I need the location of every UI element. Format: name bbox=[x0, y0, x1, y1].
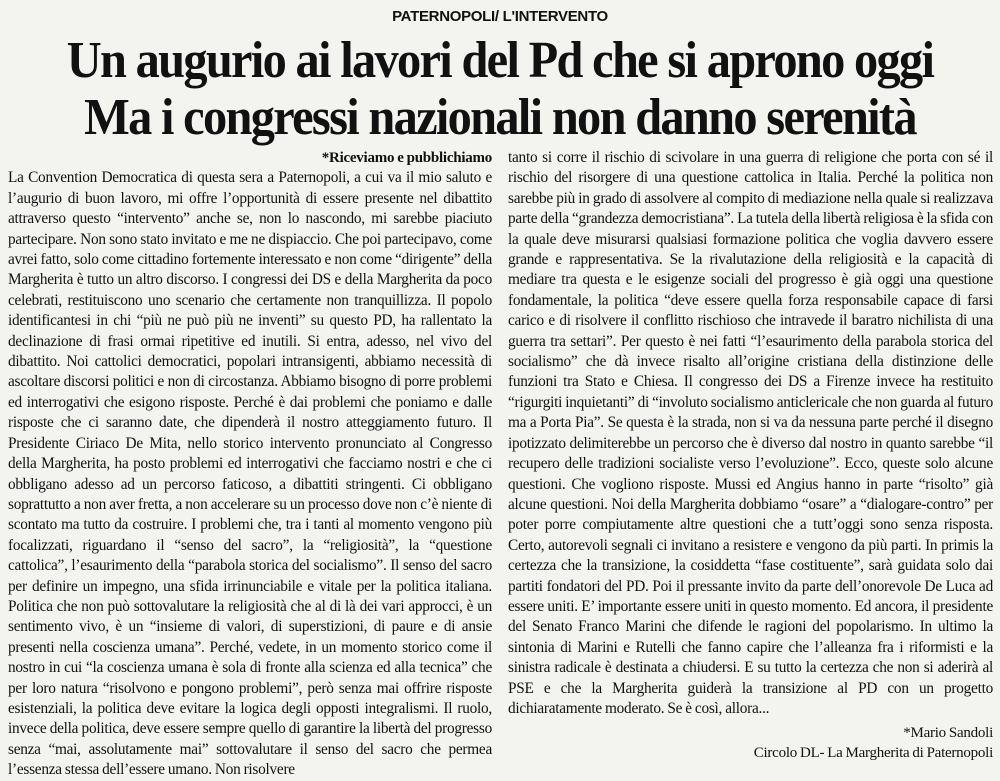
right-column-body: tanto si corre il rischio di scivolare in una guerra di religione che porta con sé il rischio del risorgere di una questione cattolica in Italia. Perché la politica non sarebbe più in grado di assolvere al compito di mediazione nella quale si realizzava parte della “grandezza democristiana”. La tutela della libertà religiosa è la sfida con la quale deve misurarsi qualsiasi formazione politica che voglia davvero essere grande e rappresentativa. Se la rivalutazione della religiosità e la capacità di mediare tra questa e le esigenze sociali del progresso è già oggi una questione fondamentale, la politica “deve essere quella forza responsabile capace di farsi carico e di risolvere il conflitto rischioso che intravede il baratro nichilista di una guerra tra settari”. Per questo è nei fatti “l’esaurimento della parabola storica del socialismo” che dà invece risalto all’origine cristiana della distinzione delle funzioni tra Stato e Chiesa. Il congresso dei DS a Firenze invece ha restituito “rigurgiti inquietanti” di “involuto socialismo anticlericale che non guarda al futuro ma a Porta Pia”. Se questa è la strada, non si va da nessuna parte perché il disegno ipotizzato delimiterebbe un percorso che è diverso dal nostro in quanto sarebbe “il recupero delle tradizioni socialiste verso l’evoluzione”. Ecco, queste solo alcune questioni. Che vogliono risposte. Mussi ed Angius hanno in parte “risolto” già alcune questioni. Noi della Margherita dobbiamo “osare” a “dialogare-contro” per poter porre compiutamente altre questioni che a tutt’oggi sono senza risposta. Certo, autorevoli segnali ci invitano a resistere e vengono da più parti. In primis la certezza che la transizione, la cosiddetta “fase costituente”, sarà guidata solo dai partiti fondatori del PD. Poi il pressante invito da parte dell’onorevole De Luca ad essere uniti. E’ importante essere uniti in questo momento. Ed ancora, il presidente del Senato Franco Marini che difende le ragioni del popolarismo. In ultimo la sintonia di Marini e Rutelli che fanno capire che l’alleanza fra i riformisti e la sinistra radicale è destinata a chiudersi. E su tutto la certezza che non si aderirà al PSE e che la Margherita guiderà la transizione al PD con un progetto dichiaratamente moderato. Se è così, allora... bbox=[508, 149, 993, 717]
byline: *Riceviamo e pubblichiamo bbox=[321, 150, 492, 166]
article-column-left bbox=[8, 148, 492, 781]
headline-line-2: Ma i congressi nazionali non danno serenità bbox=[84, 89, 916, 146]
signature-affiliation: Circolo DL- La Margherita di Paternopoli bbox=[753, 745, 993, 762]
left-column-body: La Convention Democratica di questa sera a Paternopoli, a cui va il mio saluto e l’augurio di buon lavoro, mi offre l’opportunità di essere presente nel dibattito attraverso questo “intervento” anche se, non lo nascondo, mi sarebbe piaciuto partecipare. Non sono stato invitato e me ne dispiaccio. Che poi partecipavo, come avrei fatto, solo come cittadino fortemente interessato e non come “dirigente” della Margherita è tutto un altro discorso. I congressi dei DS e della Margherita da poco celebrati, restituiscono uno scenario che certamente non tranquillizza. Il popolo identificantesi in chi “più ne può più ne inventi” su questo PD, ha rallentato la declinazione di frasi ormai ripetitive ed inutili. Si entra, adesso, nel vivo del dibattito. Noi cattolici democratici, popolari intransigenti, abbiamo necessità di ascoltare discorsi politici e non di circostanza. Abbiamo bisogno di porre problemi ed interrogativi che esigono risposte. Perché è dai problemi che poniamo e dalle risposte che ci saranno date, che dipenderà il nostro atteggiamento futuro. Il Presidente Ciriaco De Mita, nello storico intervento pronunciato al Congresso della Margherita, ha posto problemi ed interrogativi che facciamo nostri e che ci obbligano adesso ad un percorso faticoso, a dibattiti stringenti. Ci obbligano soprattutto a non aver fretta, a non accelerare su un processo dove non c’è niente di scontato ma tutto da costruire. I problemi che, tra i tanti al momento vengono più focalizzati, riguardano il “senso del sacro”, la “religiosità”, la “questione cattolica”, l’esaurimento della “parabola storica del socialismo”. Il senso del sacro per definire un impegno, una sfida irrinunciabile e vitale per la politica italiana. Politica che non può sottovalutare la religiosità che al di là dei vari approcci, è un sentimento vivo, è un “insieme di valori, di superstizioni, di paure e di ansie presenti nella coscienza umana”. Perché, vedete, in un momento storico come il nostro in cui “la coscienza umana è sola di fronte alla scienza ed alla tecnica” che per loro natura “risolvono e pongono problemi”, però senza mai offrire risposte esistenziali, la politica deve evitare la logica degli opposti integralismi. Il ruolo, invece della politica, deve essere sempre quello di garantire la libertà del progresso senza “mai, assolutamente mai” sottovalutare il senso del sacro che permea l’essenza stessa dell’essere umano. Non risolvere bbox=[8, 169, 492, 779]
headline-line-1: Un augurio ai lavori del Pd che si aprono oggi bbox=[66, 32, 934, 89]
signature-name: *Mario Sandoli bbox=[903, 725, 993, 742]
article-kicker: PATERNOPOLI/ L'INTERVENTO bbox=[392, 8, 608, 25]
article-column-right bbox=[508, 148, 993, 763]
signature-block bbox=[508, 723, 993, 763]
